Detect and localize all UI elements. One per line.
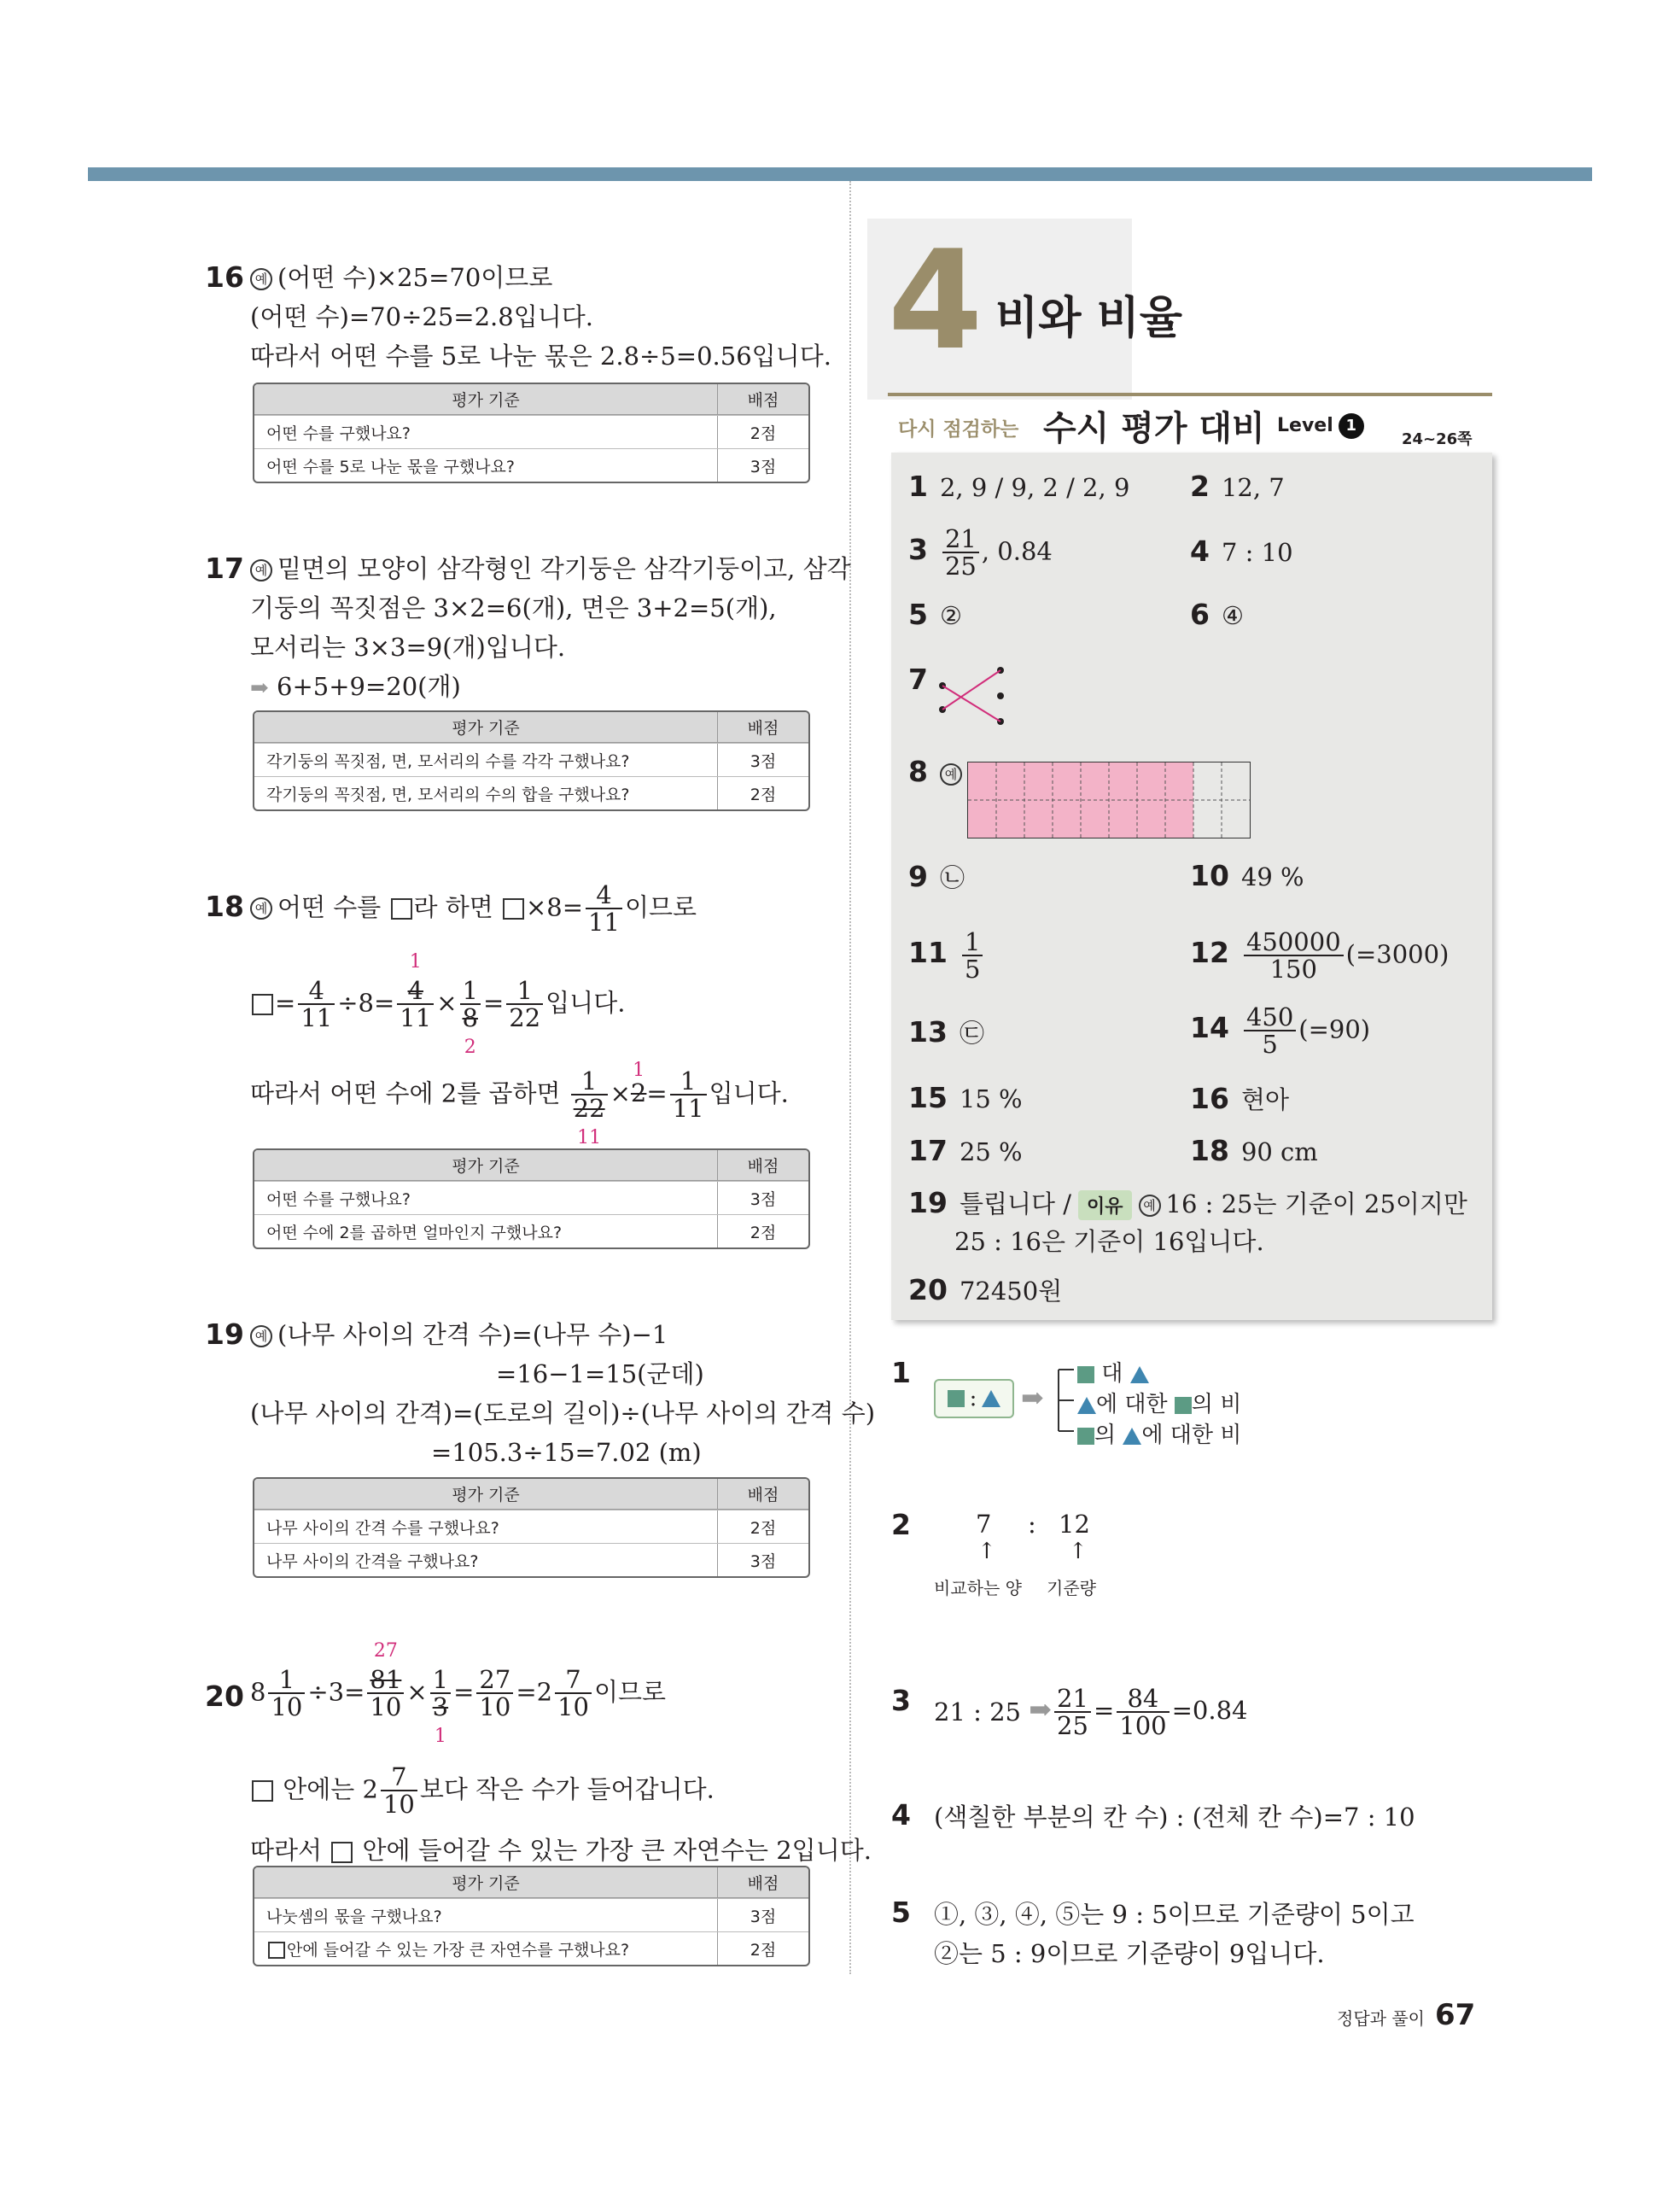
rubric-header: 평가 기준 배점 (254, 1150, 808, 1181)
answer-19: 19 틀립니다 / 이유 예 16 : 25는 기준이 25이지만 (908, 1186, 1467, 1219)
column-divider (849, 181, 851, 1974)
solution-line: 예 (나무 사이의 간격 수)=(나무 수)−1 (250, 1315, 668, 1354)
answer-7: 7 (908, 663, 928, 696)
ratio-reading-1: 대 (1077, 1356, 1149, 1388)
answer-10: 10 49 % (1190, 859, 1304, 892)
fraction-cancelled: 1 4 11 (397, 978, 434, 1031)
chapter-title: 비와 비율 (995, 293, 1183, 344)
solution-line: 따라서 안에 들어갈 수 있는 가장 큰 자연수는 2입니다. (250, 1836, 872, 1865)
answer-4: 4 7 : 10 (1190, 535, 1293, 568)
fraction-cancelled: 27 81 10 (367, 1667, 404, 1721)
fraction: $\frac{4}{11}$ (298, 978, 335, 1031)
solution-line: 예 어떤 수를 라 하면 ×8= $\frac{4}{11}$ 이므로 (250, 882, 697, 936)
example-mark: 예 (250, 897, 272, 920)
answer-2: 2 12, 7 (1190, 470, 1285, 503)
rubric-table-19 (253, 1477, 810, 1578)
answer-3: 3 $\frac{21}{25}$ , 0.84 (908, 524, 1053, 581)
fraction-cancelled: 1 22 11 (571, 1068, 608, 1122)
chapter-underline (888, 393, 1492, 396)
solution-line: = $\frac{4}{11}$ ÷8= 1 4 11 × 1 8 2 = $\frac{1}{22}$ 입니다. (250, 978, 625, 1031)
solution-line: 따라서 어떤 수를 5로 나눈 몫은 2.8÷5=0.56입니다. (250, 342, 831, 371)
problem-number: 17 (205, 552, 244, 585)
solution-line: 안에는 2 $\frac{7}{10}$ 보다 작은 수가 들어갑니다. (250, 1764, 715, 1818)
blank-box-icon (503, 898, 524, 920)
fraction: $\frac{4}{11}$ (586, 882, 622, 936)
section-title: 수시 평가 대비 (1043, 409, 1265, 448)
solution-line: (나무 사이의 간격)=(도로의 길이)÷(나무 사이의 간격 수) (250, 1399, 876, 1428)
answer-12: 12 $\frac{450000}{150}$ (=3000) (1190, 927, 1450, 984)
answer-11: 11 $\frac{1}{5}$ (908, 929, 985, 983)
rubric-row: 나무 사이의 간격 수를 구했나요? 2점 (254, 1510, 808, 1543)
rubric-row: 안에 들어갈 수 있는 가장 큰 자연수를 구했나요? 2점 (254, 1931, 808, 1965)
solution-line: 8 $\frac{1}{10}$ ÷3= 27 81 10 × 1 3 1 = $\frac{27}{10}$ =2 $\frac{7}{10}$ 이므로 (250, 1640, 667, 1747)
solution-number: 5 (891, 1896, 911, 1929)
solution-line: 기둥의 꼭짓점은 3×2=6(개), 면은 3+2=5(개), (250, 593, 777, 622)
arrow-icon: ➡ (1021, 1382, 1044, 1414)
solution-line: 21 : 25 ➡ $\frac{21}{25}$ = $\frac{84}{100}$ =0.84 (934, 1684, 1248, 1741)
answer-13: 13 ㉢ (908, 1015, 984, 1049)
cancel-note: 11 (577, 1126, 602, 1148)
answer-16: 16 현아 (1190, 1082, 1289, 1115)
rubric-header: 평가 기준 배점 (254, 1867, 808, 1898)
page-number: 67 (1434, 1998, 1476, 2032)
section-level: Level 1 (1277, 413, 1364, 439)
example-mark: 예 (250, 1325, 272, 1347)
solution-line: =105.3÷15=7.02 (m) (431, 1438, 702, 1467)
answer-9: 9 ㉡ (908, 860, 965, 893)
answer-5: 5 ② (908, 598, 962, 631)
ratio-term: 12 (1059, 1510, 1090, 1539)
example-mark: 예 (1139, 1195, 1161, 1217)
answer-8: 8 예 (908, 755, 967, 788)
blue-triangle-icon (982, 1390, 1000, 1407)
fraction-cancelled: 1 3 1 (430, 1667, 451, 1721)
rubric-header: 평가 기준 배점 (254, 1479, 808, 1510)
bracket-lines (1057, 1366, 1077, 1434)
answer-18: 18 90 cm (1190, 1134, 1318, 1167)
up-arrow-icon: ↑ (1069, 1539, 1088, 1564)
solution-line: 따라서 어떤 수에 2를 곱하면 1 22 11 × 1 2= $\frac{1}{11}$ 입니다. (250, 1060, 789, 1148)
fraction: $\frac{1}{22}$ (506, 978, 543, 1031)
example-mark: 예 (940, 763, 962, 786)
fraction: $\frac{1}{10}$ (268, 1667, 305, 1721)
rubric-table-20 (253, 1866, 810, 1966)
solution-line: 예 (어떤 수)×25=70이므로 (250, 258, 552, 297)
rubric-row: 어떤 수를 구했나요? 2점 (254, 415, 808, 448)
example-mark: 예 (250, 559, 272, 581)
ratio-reading-3: 의 에 대한 비 (1077, 1417, 1241, 1449)
blank-box-icon (252, 1780, 273, 1802)
answer-20: 20 72450원 (908, 1273, 1063, 1306)
solution-number: 4 (891, 1798, 911, 1832)
arrow-icon: ➡ (1029, 1693, 1053, 1727)
answer-6: 6 ④ (1190, 598, 1244, 631)
blank-box-icon (331, 1842, 353, 1863)
fraction-cancelled: 1 8 2 (460, 978, 481, 1031)
cancel-note: 1 (409, 951, 422, 973)
example-mark: 예 (250, 268, 272, 290)
solution-line: 예 밑면의 모양이 삼각형인 각기둥은 삼각기둥이고, 삼각 (250, 549, 851, 588)
rubric-row: 나무 사이의 간격을 구했나요? 3점 (254, 1543, 808, 1576)
blank-box-icon (268, 1942, 285, 1959)
ratio-label: 비교하는 양 (934, 1578, 1022, 1598)
page-footer: 정답과 풀이 67 (1337, 1998, 1476, 2032)
answer-14: 14 $\frac{450}{5}$ (=90) (1190, 1002, 1371, 1060)
ratio-colon: : (1028, 1510, 1036, 1539)
solution-number: 3 (891, 1684, 911, 1717)
rubric-table-18 (253, 1148, 810, 1249)
rubric-table-17 (253, 710, 810, 811)
chapter-number: 4 (888, 220, 983, 380)
up-arrow-icon: ↑ (977, 1539, 996, 1564)
solution-line: (색칠한 부분의 칸 수) : (전체 칸 수)=7 : 10 (934, 1802, 1415, 1832)
rubric-header: 평가 기준 배점 (254, 712, 808, 743)
answer-19-cont: 25 : 16은 기준이 16입니다. (954, 1227, 1264, 1256)
rubric-row: 어떤 수를 5로 나눈 몫을 구했나요? 3점 (254, 448, 808, 482)
solution-number: 2 (891, 1508, 911, 1541)
ratio-label: 기준량 (1047, 1578, 1096, 1598)
problem-number: 20 (205, 1680, 244, 1713)
fraction: $\frac{7}{10}$ (555, 1667, 592, 1721)
fraction: $\frac{1}{11}$ (670, 1068, 707, 1122)
problem-number: 16 (205, 260, 244, 294)
arrow-icon: ➡ (250, 675, 269, 701)
ratio-reading-2: 에 대한 의 비 (1077, 1387, 1241, 1418)
ratio-term: 7 (976, 1510, 992, 1539)
solution-number: 1 (891, 1356, 911, 1389)
ratio-symbol-box: : (934, 1379, 1014, 1418)
section-label: 다시 점검하는 (898, 418, 1019, 441)
solution-line: ①, ③, ④, ⑤는 9 : 5이므로 기준량이 5이고 (934, 1900, 1415, 1929)
fraction: $\frac{27}{10}$ (476, 1667, 513, 1721)
rubric-row: 각기둥의 꼭짓점, 면, 모서리의 수의 합을 구했나요? 2점 (254, 776, 808, 809)
solution-line: ②는 5 : 9이므로 기준량이 9입니다. (934, 1939, 1325, 1968)
rubric-row: 각기둥의 꼭짓점, 면, 모서리의 수를 각각 구했나요? 3점 (254, 743, 808, 776)
grid-lines (968, 762, 1250, 838)
rubric-row: 어떤 수에 2를 곱하면 얼마인지 구했나요? 2점 (254, 1214, 808, 1247)
cancelled-number: 1 2 (630, 1060, 647, 1108)
reason-tag: 이유 (1078, 1190, 1132, 1220)
solution-line: ➡ 6+5+9=20(개) (250, 667, 461, 708)
solution-line: =16−1=15(군데) (496, 1359, 704, 1388)
rubric-header: 평가 기준 배점 (254, 384, 808, 415)
rubric-row: 나눗셈의 몫을 구했나요? 3점 (254, 1898, 808, 1931)
cancel-note: 2 (464, 1036, 476, 1058)
shaded-grid-diagram (967, 762, 1251, 838)
solution-line: 모서리는 3×3=9(개)입니다. (250, 633, 566, 662)
top-decor-bar (88, 167, 1592, 181)
problem-number: 18 (205, 890, 244, 923)
answer-15: 15 15 % (908, 1081, 1023, 1114)
blank-box-icon (252, 994, 273, 1015)
answer-17: 17 25 % (908, 1134, 1023, 1167)
matching-lines-diagram (937, 662, 1006, 730)
section-pages: 24~26쪽 (1402, 430, 1473, 448)
level-number-icon: 1 (1339, 413, 1364, 439)
rubric-row: 어떤 수를 구했나요? 3점 (254, 1181, 808, 1214)
problem-number: 19 (205, 1318, 244, 1351)
solution-line: (어떤 수)=70÷25=2.8입니다. (250, 302, 593, 331)
fraction: $\frac{7}{10}$ (381, 1764, 417, 1818)
blank-box-icon (391, 898, 412, 920)
green-square-icon (948, 1390, 965, 1407)
rubric-table-16 (253, 383, 810, 483)
answer-1: 1 2, 9 / 9, 2 / 2, 9 (908, 470, 1130, 503)
